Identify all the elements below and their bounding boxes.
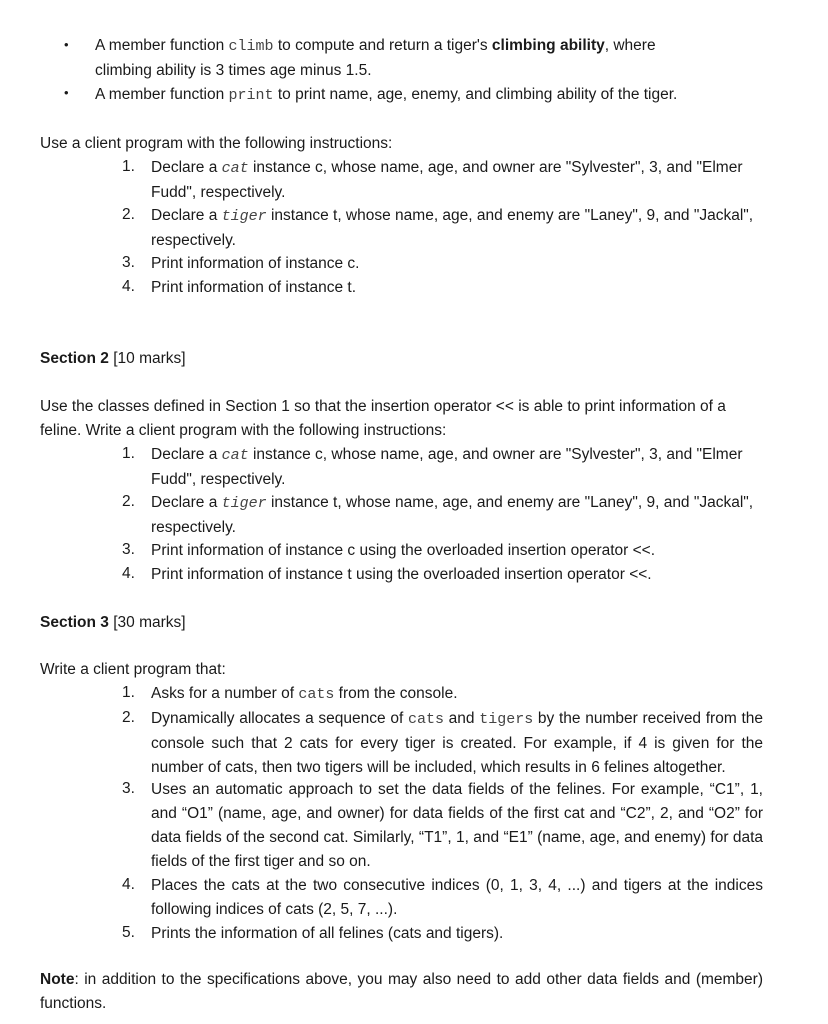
section2-heading: Section 2 [10 marks]: [40, 350, 186, 367]
s3-item-3-text: Uses an automatic approach to set the data fields of the felines. For example, “C1”, 1, and “O1” (name, age, and owner) for data fields of the first cat and “C2”, 2, and “O2” for data fields of the second cat. Similarly, “T1”, 1, and “E1” (name, age, and enemy) for data fields of the first tiger and so on.: [151, 781, 763, 870]
s1-item-1-text: Declare a cat instance c, whose name, age, and owner are "Sylvester", 3, and "Elmer Fudd", respectively.: [151, 159, 743, 201]
bullet-marker: •: [64, 85, 69, 100]
list-number: 5.: [122, 924, 135, 941]
section3-intro: Write a client program that:: [40, 661, 226, 678]
list-number: 3.: [122, 254, 135, 271]
section3-heading: Section 3 [30 marks]: [40, 614, 186, 631]
s2-item-2-text: Declare a tiger instance t, whose name, age, and enemy are "Laney", 9, and "Jackal", respectively.: [151, 494, 754, 536]
s2-item-3-text: Print information of instance c using the overloaded insertion operator <<.: [151, 542, 656, 559]
s3-item-5-text: Prints the information of all felines (cats and tigers).: [151, 925, 504, 942]
list-number: 1.: [122, 684, 135, 701]
list-number: 4.: [122, 876, 135, 893]
bullet-1-text: A member function climb to compute and return a tiger's climbing ability, where: [95, 37, 656, 55]
s2-item-1-text: Declare a cat instance c, whose name, age, and owner are "Sylvester", 3, and "Elmer Fudd", respectively.: [151, 446, 743, 488]
bullet-2-text: A member function print to print name, age, enemy, and climbing ability of the tiger.: [95, 86, 678, 104]
section1-intro: Use a client program with the following instructions:: [40, 135, 393, 152]
s3-item-2-text: Dynamically allocates a sequence of cats and tigers by the number received from the console such that 2 cats for every tiger is created. For example, if 4 is given for the number of cats, then two tigers will be included, which results in 6 felines altogether.: [151, 710, 763, 776]
s2-item-4-text: Print information of instance t using the overloaded insertion operator <<.: [151, 566, 652, 583]
s1-item-2-text: Declare a tiger instance t, whose name, age, and enemy are "Laney", 9, and "Jackal", respectively.: [151, 207, 754, 249]
list-number: 1.: [122, 445, 135, 462]
list-number: 4.: [122, 565, 135, 582]
list-number: 2.: [122, 206, 135, 223]
note-label: Note: [40, 971, 75, 988]
section2-intro-1: Use the classes defined in Section 1 so that the insertion operator << is able to print information of a: [40, 398, 726, 415]
list-number: 2.: [122, 709, 135, 726]
s1-item-4-text: Print information of instance t.: [151, 279, 357, 296]
s3-item-1-text: Asks for a number of cats from the console.: [151, 685, 458, 703]
note-paragraph: Note: in addition to the specifications above, you may also need to add other data fields and (member) functions.: [40, 971, 763, 1012]
bullet-1-cont: climbing ability is 3 times age minus 1.5.: [95, 62, 372, 79]
list-number: 1.: [122, 158, 135, 175]
list-number: 4.: [122, 278, 135, 295]
bullet-marker: •: [64, 37, 69, 52]
list-number: 3.: [122, 780, 135, 797]
s1-item-3-text: Print information of instance c.: [151, 255, 360, 272]
section2-intro-2: feline. Write a client program with the following instructions:: [40, 422, 447, 439]
list-number: 3.: [122, 541, 135, 558]
list-number: 2.: [122, 493, 135, 510]
s3-item-4-text: Places the cats at the two consecutive indices (0, 1, 3, 4, ...) and tigers at the indices following indices of cats (2, 5, 7, ...).: [151, 877, 763, 918]
